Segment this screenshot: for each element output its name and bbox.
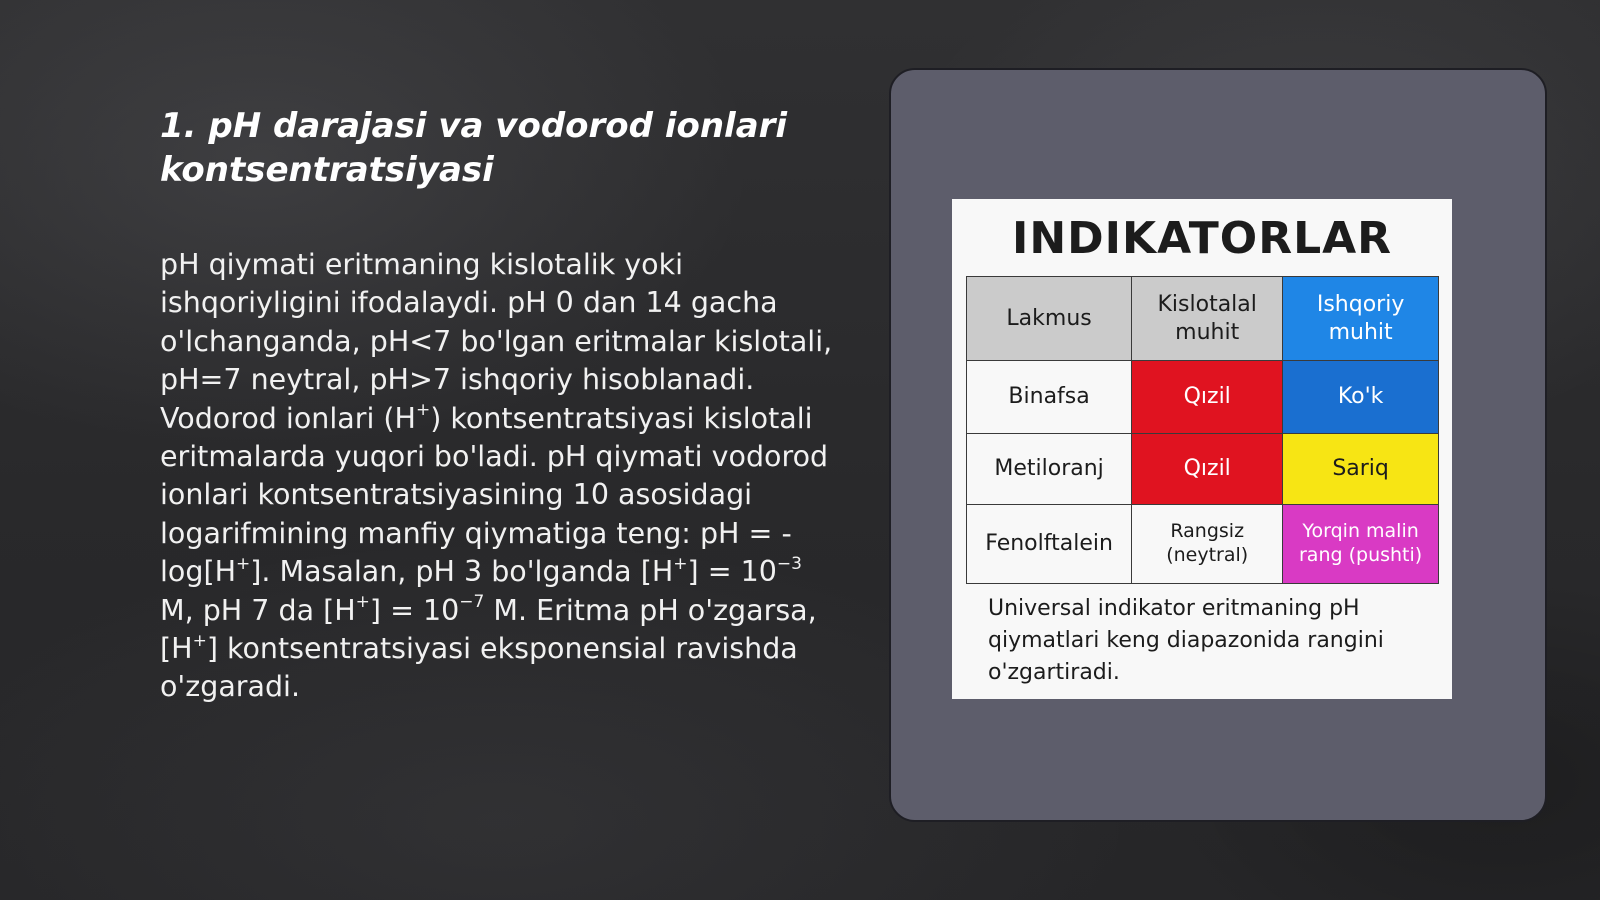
superscript: + (673, 553, 688, 574)
body-text-segment: ] = 10 (687, 555, 777, 589)
superscript: + (236, 553, 251, 574)
body-text-segment: ]. Masalan, pH 3 bo'lganda [H (250, 555, 674, 589)
body-text-segment: pH qiymati eritmaning kislotalik yoki ishqoriyligini ifodalaydi. pH 0 dan 14 gacha o'lchanganda, pH<7 bo'lgan eritmalar kislotali, pH=7 neytral, pH>7 ishqoriy hisoblanadi. Vodorod ionlari (H (160, 248, 833, 435)
infographic-title: INDIKATORLAR (1011, 213, 1393, 264)
indicators-infographic (952, 199, 1452, 699)
infographic-footer: Universal indikator eritmaning pH qiymatlari keng diapazonida rangini o'zgartiradi. (988, 596, 1384, 685)
table-cell-indicator: Fenolftalein (967, 505, 1132, 584)
table-header-cell: Lakmus (967, 277, 1132, 361)
table-cell-color-red: Qızil (1132, 434, 1283, 505)
body-text-segment: ) kontsentratsiyasi kislotali eritmalarda yuqori bo'ladi. pH qiymati vodorod ionlari kontsentratsiyasining 10 asosidagi logarifmining manfiy qiymatiga teng: pH = -log[H (160, 401, 829, 589)
table-header-cell: Ishqoriy muhit (1283, 277, 1439, 361)
table-row (967, 505, 1439, 584)
table-cell-color-yellow: Sariq (1283, 434, 1439, 505)
table-row (967, 434, 1439, 505)
superscript: −7 (459, 592, 485, 613)
body-text-segment: ] = 10 (369, 593, 460, 627)
body-text-segment: M. Eritma pH o'zgarsa, [H (160, 593, 817, 666)
indicator-table (966, 276, 1439, 584)
table-row (967, 361, 1439, 434)
table-cell-color-magenta: Yorqin malin rang (pushti) (1283, 505, 1439, 584)
table-cell-colorless: Rangsiz (neytral) (1132, 505, 1283, 584)
slide-title: 1. pH darajasi va vodorod ionlari kontsentratsiyasi (160, 106, 788, 190)
slide-body-text (160, 246, 840, 707)
superscript: + (355, 592, 370, 613)
table-cell-color-red: Qızil (1132, 361, 1283, 434)
superscript: + (415, 400, 431, 421)
body-text-segment: M, pH 7 da [H (160, 593, 356, 627)
table-cell-indicator: Binafsa (967, 361, 1132, 434)
image-frame (889, 68, 1547, 822)
table-cell-color-blue: Ko'k (1283, 361, 1439, 434)
superscript: −3 (776, 553, 802, 574)
table-cell-indicator: Metiloranj (967, 434, 1132, 505)
table-row-header (967, 277, 1439, 361)
superscript: + (192, 630, 207, 651)
table-header-cell: Kislotalal muhit (1132, 277, 1283, 361)
body-text-segment: ] kontsentratsiyasi eksponensial ravishda o'zgaradi. (160, 632, 798, 704)
